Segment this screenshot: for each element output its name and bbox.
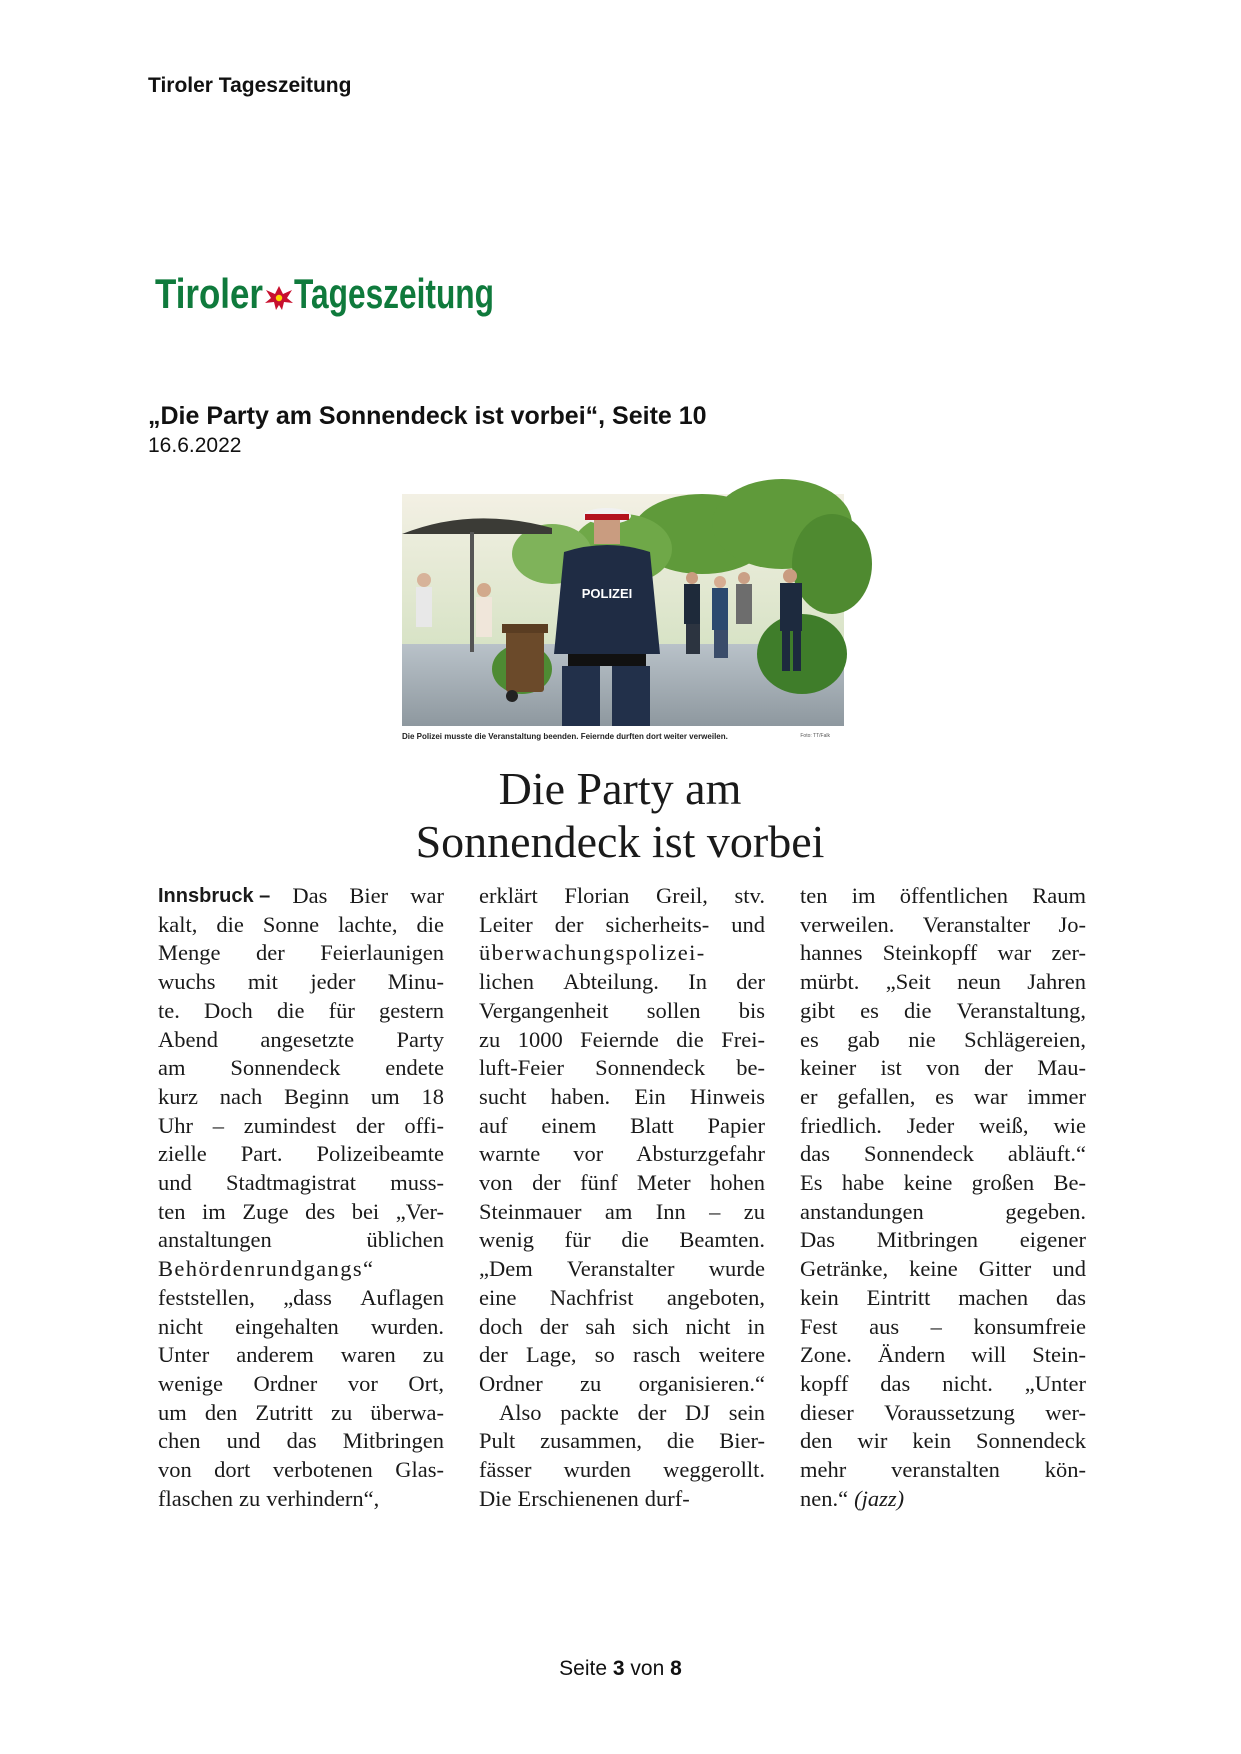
document-date: 16.6.2022 xyxy=(148,434,242,457)
article-line: fässer wurden weggerollt. xyxy=(479,1457,765,1483)
article-line: Getränke, keine Gitter und xyxy=(800,1256,1086,1282)
article-line: von dort verbotenen Glas- xyxy=(158,1457,444,1483)
article-line: kurz nach Beginn um 18 xyxy=(158,1083,444,1109)
logo-word-1: Tiroler xyxy=(155,270,263,317)
article-line: Fest aus – konsumfreie xyxy=(800,1313,1086,1339)
article-line: luft-Feier Sonnendeck be- xyxy=(479,1055,765,1081)
article-line: anstaltungen üblichen xyxy=(158,1227,444,1253)
article-line: Unter anderem waren zu xyxy=(158,1342,444,1368)
article-line: Menge der Feierlaunigen xyxy=(158,940,444,966)
article-line: nicht eingehalten wurden. xyxy=(158,1313,444,1339)
article-line: „Dem Veranstalter wurde xyxy=(479,1256,765,1282)
article-line: Leiter der sicherheits- und xyxy=(479,911,765,937)
article-line: ten im öffentlichen Raum xyxy=(800,883,1086,908)
article-line: Behördenrundgangs“ xyxy=(158,1256,375,1282)
article-line: Steinmauer am Inn – zu xyxy=(479,1198,765,1224)
article-line: er gefallen, es war immer xyxy=(800,1083,1086,1109)
article-line: sucht haben. Ein Hinweis xyxy=(479,1083,765,1109)
article-line: ten im Zuge des bei „Ver- xyxy=(158,1198,444,1224)
footer-page-total: 8 xyxy=(670,1657,682,1680)
article-location: Innsbruck – xyxy=(158,885,271,907)
tyrolean-eagle-icon xyxy=(265,286,293,310)
article-line: keiner ist von der Mau- xyxy=(800,1055,1086,1081)
article-line: es gab nie Schlägereien, xyxy=(800,1026,1086,1052)
headline-line-1: Die Party am xyxy=(498,763,742,814)
article-line: lichen Abteilung. In der xyxy=(479,969,765,995)
article-headline xyxy=(360,762,880,868)
article-line: flaschen zu verhindern“, xyxy=(158,1485,380,1511)
article-line: auf einem Blatt Papier xyxy=(479,1112,765,1138)
article-line: feststellen, „dass Auflagen xyxy=(158,1284,444,1310)
article-line: kein Eintritt machen das xyxy=(800,1284,1086,1310)
article-line: und Stadtmagistrat muss- xyxy=(158,1170,444,1196)
newspaper-logo xyxy=(155,268,495,320)
article-line: Vergangenheit sollen bis xyxy=(479,997,765,1023)
article-line: zielle Part. Polizeibeamte xyxy=(158,1141,444,1167)
article-line: Uhr – zumindest der offi- xyxy=(158,1112,444,1138)
article-line: mehr veranstalten kön- xyxy=(800,1457,1086,1483)
page-footer xyxy=(0,1657,1241,1681)
article-line: am Sonnendeck endete xyxy=(158,1055,444,1081)
article-line: hannes Steinkopff war zer- xyxy=(800,940,1086,966)
article-line: Abend angesetzte Party xyxy=(158,1026,444,1052)
article-line: wenige Ordner vor Ort, xyxy=(158,1370,444,1396)
article-line: gibt es die Veranstaltung, xyxy=(800,997,1086,1023)
article-line: Pult zusammen, die Bier- xyxy=(479,1428,765,1454)
article-line: Das Mitbringen eigener xyxy=(800,1227,1086,1253)
article-line: das Sonnendeck abläuft.“ xyxy=(800,1141,1086,1167)
article-line: kalt, die Sonne lachte, die xyxy=(158,911,444,937)
article-line: mürbt. „Seit neun Jahren xyxy=(800,969,1086,995)
article-line: Es habe keine großen Be- xyxy=(800,1170,1086,1196)
article-line: eine Nachfrist angeboten, xyxy=(479,1284,765,1310)
photo-credit: Foto: TT/Falk xyxy=(800,733,830,739)
article-line: te. Doch die für gestern xyxy=(158,997,444,1023)
headline-line-2: Sonnendeck ist vorbei xyxy=(415,816,825,867)
footer-page-number: 3 xyxy=(612,1657,625,1680)
publication-header: Tiroler Tageszeitung xyxy=(148,74,352,97)
article-line: kopff das nicht. „Unter xyxy=(800,1370,1086,1396)
document-title: „Die Party am Sonnendeck ist vorbei“, Seite 10 xyxy=(148,402,707,430)
article-column-3 xyxy=(800,882,1086,1513)
article-line: Zone. Ändern will Stein- xyxy=(800,1342,1086,1368)
article-line: wenig für die Beamten. xyxy=(479,1227,765,1253)
article-line: chen und das Mitbringen xyxy=(158,1428,444,1454)
vest-label: POLIZEI xyxy=(581,586,633,601)
logo-word-2: Tageszeitung xyxy=(294,270,494,317)
footer-prefix: Seite xyxy=(559,1657,608,1680)
footer-middle: von xyxy=(630,1657,665,1680)
article-line: warnte vor Absturzgefahr xyxy=(479,1141,765,1167)
caption-text: Die Polizei musste die Veranstaltung beenden. Feiernde durften dort weiter verweilen. xyxy=(402,732,728,741)
article-line: der Lage, so rasch weitere xyxy=(479,1342,765,1368)
article-line: erklärt Florian Greil, stv. xyxy=(479,883,765,908)
article-line: verweilen. Veranstalter Jo- xyxy=(800,911,1086,937)
article-column-1 xyxy=(158,882,444,1513)
article-line: den wir kein Sonnendeck xyxy=(800,1428,1086,1454)
article-line: anstandungen gegeben. xyxy=(800,1198,1086,1224)
article-line: zu 1000 Feiernde die Frei- xyxy=(479,1026,765,1052)
article-line: Innsbruck – Das Bier war xyxy=(158,882,444,911)
article-line: wuchs mit jeder Minu- xyxy=(158,969,444,995)
article-author: (jazz) xyxy=(854,1485,905,1511)
article-line: friedlich. Jeder weiß, wie xyxy=(800,1112,1086,1138)
photo-caption xyxy=(402,732,844,741)
article-line: dieser Voraussetzung wer- xyxy=(800,1399,1086,1425)
article-line: Die Erschienenen durf- xyxy=(479,1485,690,1511)
article-column-2 xyxy=(479,882,765,1513)
police-photo xyxy=(402,494,844,726)
article-line: doch der sah sich nicht in xyxy=(479,1313,765,1339)
article-line: Ordner zu organisieren.“ xyxy=(479,1370,765,1396)
bin xyxy=(502,624,548,702)
article-line: überwachungspolizei- xyxy=(479,940,706,966)
article-line: von der fünf Meter hohen xyxy=(479,1170,765,1196)
article-line: um den Zutritt zu überwa- xyxy=(158,1399,444,1425)
article-line: Also packte der DJ sein xyxy=(499,1399,765,1425)
article-line: nen.“ (jazz) xyxy=(800,1485,1086,1514)
